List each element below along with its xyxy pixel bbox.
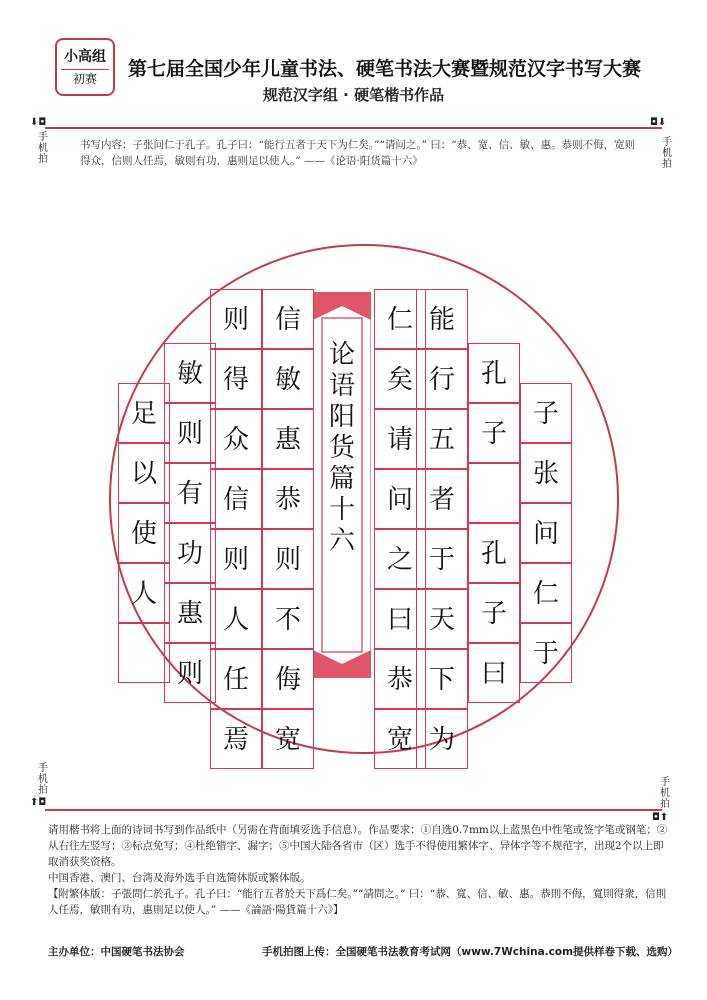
grid-cell: 于 <box>520 623 572 683</box>
grid-cell: 人 <box>118 563 170 623</box>
grid-cell: 则 <box>164 403 216 463</box>
grid-cell: 众 <box>210 409 262 469</box>
phone-photo-label: 手机拍 <box>662 137 672 170</box>
camera-icon: ◘⬆ <box>652 812 669 823</box>
grid-cell: 则 <box>210 529 262 589</box>
grid-cell: 惠 <box>164 583 216 643</box>
grid-cell: 使 <box>118 503 170 563</box>
grid-cell: 仁 <box>374 289 426 349</box>
grid-cell <box>118 623 170 683</box>
camera-icon: ◘⬇ <box>650 117 667 128</box>
instructions-traditional: 【附繁体版：子張問仁於孔子。孔子曰：“能行五者於天下爲仁矣。”“請問之。” 曰：“恭、寬、信、敏、惠。恭則不侮，寬則得衆，信則人任焉，敏則有功，惠則足以使人。” ——《論語·陽貨篇十六》】 <box>48 888 667 916</box>
grid-cell: 敏 <box>262 349 314 409</box>
upload-info: 手机拍图上传：全国硬笔书法教育考试网（www.7Wchina.com提供样卷下载、选购） <box>262 946 679 958</box>
instructions-hk: 中国香港、澳门、台湾及海外选手自选简体版或繁体版。 <box>48 872 311 884</box>
grid-cell: 足 <box>118 383 170 443</box>
grid-cell: 焉 <box>210 709 262 769</box>
grid-cell: 仁 <box>520 563 572 623</box>
grid-cell: 信 <box>210 469 262 529</box>
grid-cell: 下 <box>416 649 468 709</box>
grid-cell: 请 <box>374 409 426 469</box>
grid-cell: 子 <box>468 583 520 643</box>
bottom-divider <box>45 809 662 811</box>
phone-photo-label: 手机拍 <box>38 132 48 165</box>
grid-cell: 宽 <box>262 709 314 769</box>
grid-cell: 行 <box>416 349 468 409</box>
grid-cell <box>468 463 520 523</box>
grid-cell: 曰 <box>468 643 520 703</box>
grid-cell: 人 <box>210 589 262 649</box>
grid-cell: 矣 <box>374 349 426 409</box>
badge-group-label: 小高组 <box>64 49 106 65</box>
grid-cell: 曰 <box>374 589 426 649</box>
banner-text: 论 语 阳 货 篇 十 六 <box>328 340 355 556</box>
grid-cell: 天 <box>416 589 468 649</box>
grid-cell: 信 <box>262 289 314 349</box>
grid-cell: 则 <box>210 289 262 349</box>
grid-cell: 惠 <box>262 409 314 469</box>
grid-cell: 问 <box>520 503 572 563</box>
grid-cell: 宽 <box>374 709 426 769</box>
organizer: 主办单位：中国硬笔书法协会 <box>48 946 185 958</box>
grid-cell: 子 <box>520 383 572 443</box>
grid-cell: 于 <box>416 529 468 589</box>
grid-cell: 侮 <box>262 649 314 709</box>
phone-photo-label: 手机拍 <box>660 777 670 810</box>
grid-cell: 者 <box>416 469 468 529</box>
grid-cell: 得 <box>210 349 262 409</box>
grid-cell: 恭 <box>374 649 426 709</box>
instructions-main: 请用楷书将上面的诗词书写到作品纸中（另需在背面填妥选手信息）。作品要求：①自选0.7mm以上蓝黑色中性笔或签字笔或钢笔；②从右往左竖写；③标点免写；④杜绝错字、漏字；⑤中国大陆各省市（区）选手不得使用繁体字、异体字等不规范字，出现2个以上即取消获奖资格。 <box>48 824 668 868</box>
page-subtitle: 规范汉字组 · 硬笔楷书作品 <box>262 86 445 104</box>
grid-cell: 子 <box>468 403 520 463</box>
grid-cell: 恭 <box>262 469 314 529</box>
grid-cell: 之 <box>374 529 426 589</box>
grid-cell: 五 <box>416 409 468 469</box>
camera-icon: ⬆◘ <box>30 797 47 808</box>
instructions <box>48 822 668 918</box>
grid-cell: 有 <box>164 463 216 523</box>
grid-cell: 则 <box>164 643 216 703</box>
grid-cell: 能 <box>416 289 468 349</box>
writing-content: 书写内容：子张问仁于孔子。孔子曰：“能行五者于天下为仁矣。”“请问之。” 曰：“恭、宽、信、敏、惠。恭则不侮，宽则得众，信则人任焉，敏则有功，惠则足以使人。” ——《论语·阳货篇十六》 <box>80 139 636 167</box>
phone-photo-label: 手机拍 <box>38 763 48 796</box>
grid-cell: 任 <box>210 649 262 709</box>
grid-cell: 张 <box>520 443 572 503</box>
grid-cell: 敏 <box>164 343 216 403</box>
page-title: 第七届全国少年儿童书法、硬笔书法大赛暨规范汉字书写大赛 <box>128 58 642 80</box>
grid-cell: 孔 <box>468 343 520 403</box>
grid-cell: 功 <box>164 523 216 583</box>
grid-cell: 问 <box>374 469 426 529</box>
grid-cell: 不 <box>262 589 314 649</box>
grid-cell: 孔 <box>468 523 520 583</box>
badge-round-label: 初赛 <box>72 72 97 86</box>
camera-icon: ⬇◘ <box>30 117 47 128</box>
grid-cell: 为 <box>416 709 468 769</box>
grid-cell: 则 <box>262 529 314 589</box>
grid-cell: 以 <box>118 443 170 503</box>
